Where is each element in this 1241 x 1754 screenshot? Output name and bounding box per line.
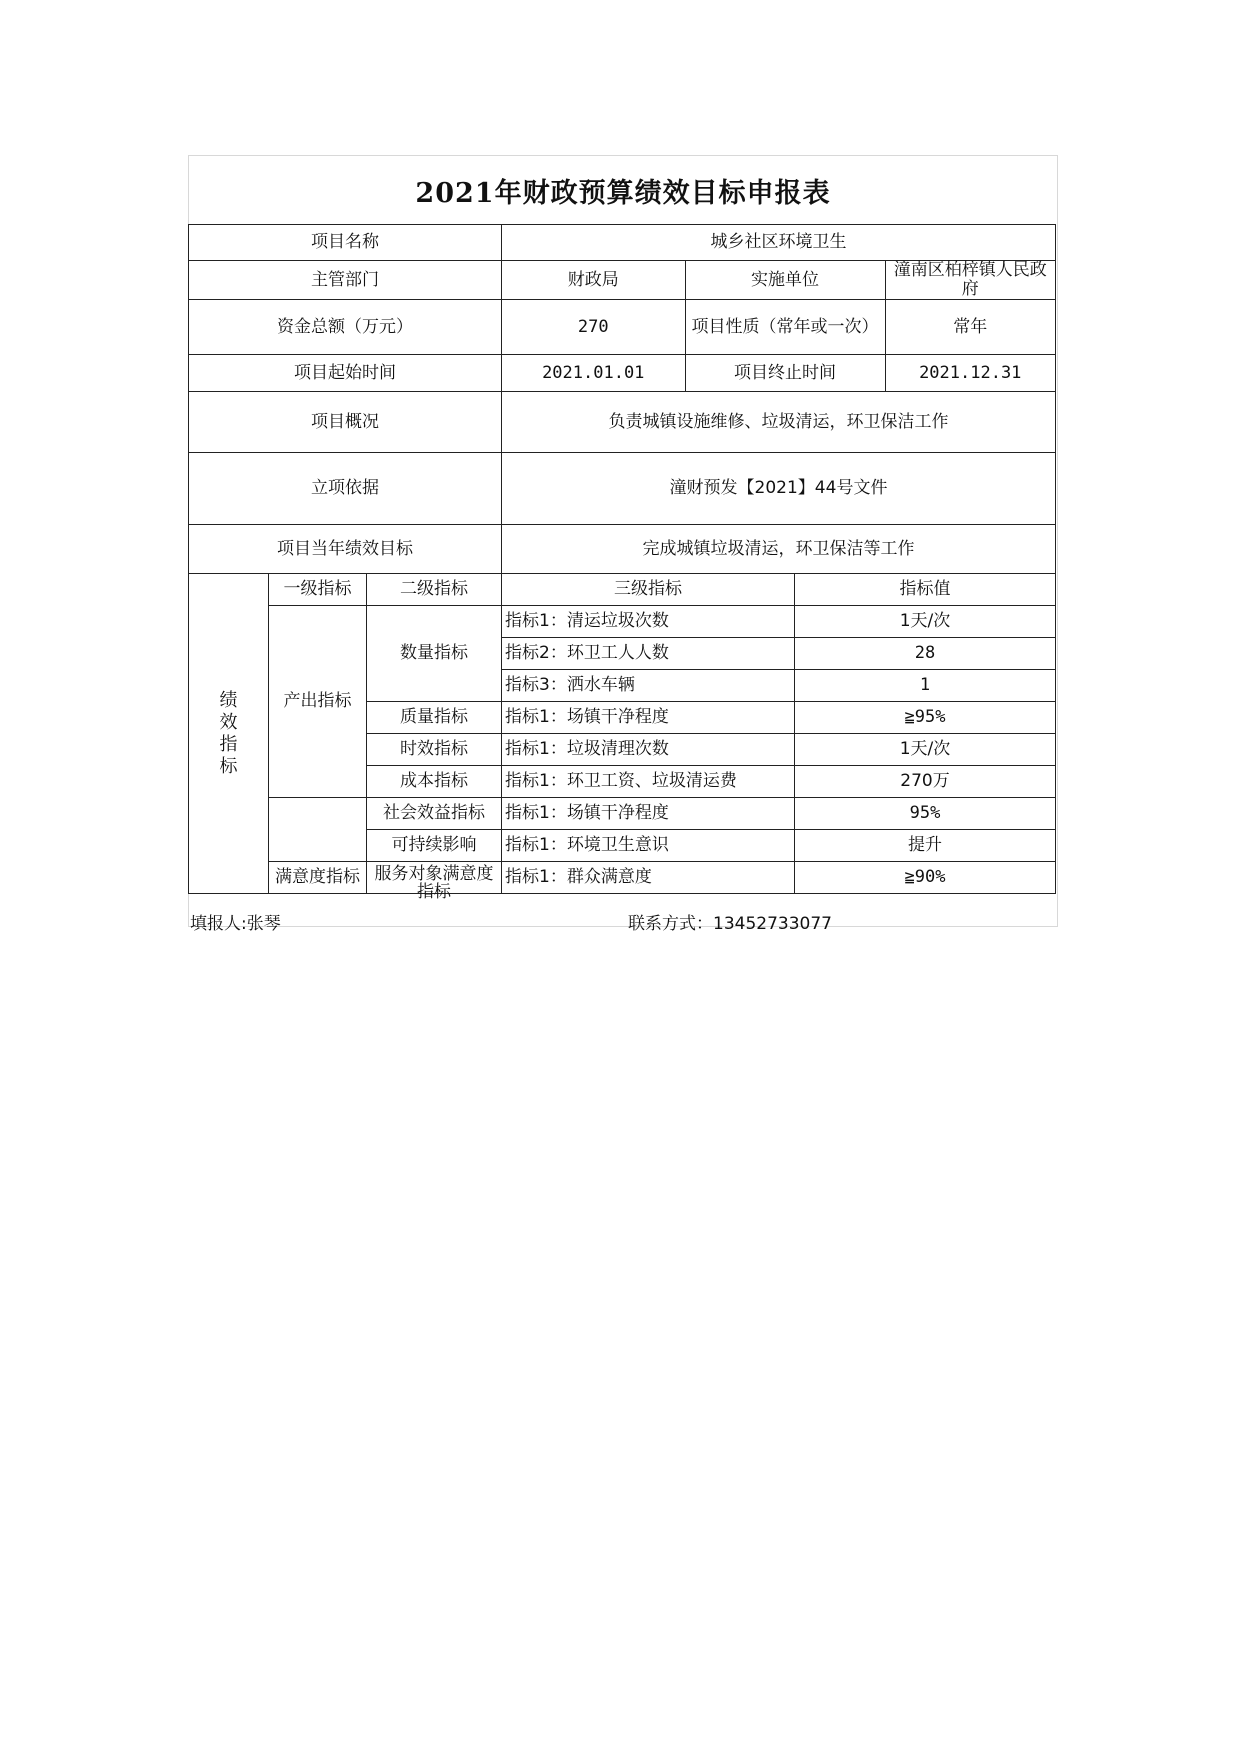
row-dept xyxy=(189,261,1056,300)
satisfaction-label: 满意度指标 xyxy=(269,862,367,894)
indicator-level3: 指标1：场镇干净程度 xyxy=(502,702,795,734)
indicator-level2: 社会效益指标 xyxy=(367,798,502,830)
end-value: 2021.12.31 xyxy=(919,362,1022,383)
indicator-level3: 指标2：环卫工人人数 xyxy=(502,638,795,670)
header-value: 指标值 xyxy=(795,574,1056,606)
indicator-row xyxy=(189,862,1056,894)
start-label: 项目起始时间 xyxy=(189,355,502,392)
dept-label: 主管部门 xyxy=(189,261,502,300)
indicator-value: 270万 xyxy=(795,766,1056,798)
overview-value: 负责城镇设施维修、垃圾清运，环卫保洁工作 xyxy=(502,392,1056,453)
impl-value: 潼南区柏梓镇人民政府 xyxy=(893,260,1047,299)
budget-table xyxy=(188,224,1056,902)
nature-value: 常年 xyxy=(953,316,988,337)
goal-value: 完成城镇垃圾清运，环卫保洁等工作 xyxy=(502,525,1056,574)
indicator-value: 95% xyxy=(795,798,1056,830)
indicator-value: 1天/次 xyxy=(795,606,1056,638)
indicator-level2: 服务对象满意度指标 xyxy=(367,862,502,894)
nature-label: 项目性质（常年或一次） xyxy=(685,300,885,354)
row-overview xyxy=(189,392,1056,453)
row-goal xyxy=(189,525,1056,574)
page-title: 2021年财政预算绩效目标申报表 xyxy=(415,177,831,209)
dept-inner xyxy=(502,261,1055,299)
indicator-level3: 指标1：场镇干净程度 xyxy=(502,798,795,830)
basis-value: 潼财预发【2021】44号文件 xyxy=(502,453,1056,525)
goal-label: 项目当年绩效目标 xyxy=(189,525,502,574)
indicator-level3: 指标1：环境卫生意识 xyxy=(502,830,795,862)
benefit-level1-blank xyxy=(269,798,367,862)
indicator-value: 提升 xyxy=(795,830,1056,862)
indicator-level3: 指标1：清运垃圾次数 xyxy=(502,606,795,638)
indicator-level3: 指标3：洒水车辆 xyxy=(502,670,795,702)
contact-text: 联系方式：13452733077 xyxy=(628,914,832,934)
indicator-level3: 指标1：环卫工资、垃圾清运费 xyxy=(502,766,795,798)
dept-group xyxy=(502,261,1056,300)
header-level2: 二级指标 xyxy=(367,574,502,606)
indicator-level2: 可持续影响 xyxy=(367,830,502,862)
row-project-name xyxy=(189,225,1056,261)
end-label: 项目终止时间 xyxy=(685,355,885,391)
indicator-level2: 数量指标 xyxy=(367,606,502,702)
overview-label: 项目概况 xyxy=(189,392,502,453)
funds-value: 270 xyxy=(502,300,685,354)
basis-label: 立项依据 xyxy=(189,453,502,525)
start-value: 2021.01.01 xyxy=(502,355,685,391)
project-name-value: 城乡社区环境卫生 xyxy=(502,225,1056,261)
indicator-level3: 指标1：垃圾清理次数 xyxy=(502,734,795,766)
row-basis xyxy=(189,453,1056,525)
indicator-level2: 时效指标 xyxy=(367,734,502,766)
indicator-value: 28 xyxy=(795,638,1056,670)
filler-text: 填报人:张琴 xyxy=(190,914,281,934)
indicator-level2: 成本指标 xyxy=(367,766,502,798)
funds-group xyxy=(502,300,1056,355)
header-level3: 三级指标 xyxy=(502,574,795,606)
indicator-header-row xyxy=(189,574,1056,606)
indicator-level3: 指标1：群众满意度 xyxy=(502,862,795,894)
indicator-value: 1天/次 xyxy=(795,734,1056,766)
header-level1: 一级指标 xyxy=(269,574,367,606)
row-dates xyxy=(189,355,1056,392)
impl-label: 实施单位 xyxy=(685,261,885,299)
row-funds xyxy=(189,300,1056,355)
dates-group xyxy=(502,355,1056,392)
indicator-level2: 质量指标 xyxy=(367,702,502,734)
project-name-label: 项目名称 xyxy=(189,225,502,261)
indicator-value: ≧90% xyxy=(795,862,1056,894)
dates-inner xyxy=(502,355,1055,391)
funds-label: 资金总额（万元） xyxy=(189,300,502,355)
indicator-row xyxy=(189,798,1056,830)
dept-value: 财政局 xyxy=(502,261,685,299)
indicator-row xyxy=(189,606,1056,638)
indicator-value: ≧95% xyxy=(795,702,1056,734)
funds-inner xyxy=(502,300,1055,354)
output-label: 产出指标 xyxy=(269,606,367,798)
indicator-side-label: 绩效指标 xyxy=(189,574,269,894)
indicator-value: 1 xyxy=(795,670,1056,702)
